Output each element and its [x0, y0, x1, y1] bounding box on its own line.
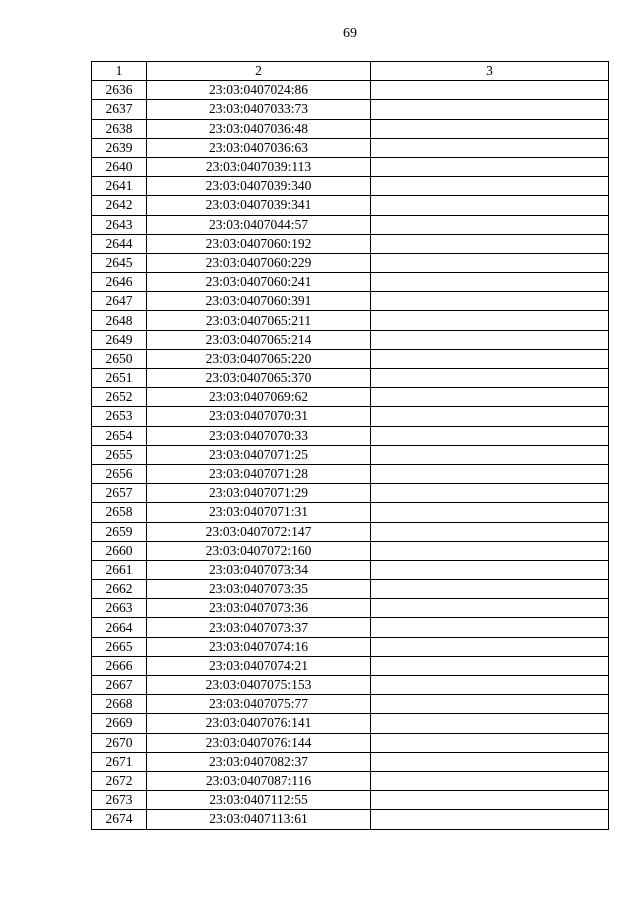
- cadastral-number-cell: 23:03:0407113:61: [147, 810, 371, 829]
- note-cell: [371, 369, 609, 388]
- note-cell: [371, 311, 609, 330]
- cadastral-number-cell: 23:03:0407060:391: [147, 292, 371, 311]
- cadastral-number-cell: 23:03:0407060:192: [147, 234, 371, 253]
- cadastral-number-cell: 23:03:0407065:370: [147, 369, 371, 388]
- cadastral-number-cell: 23:03:0407072:147: [147, 522, 371, 541]
- note-cell: [371, 330, 609, 349]
- cadastral-number-cell: 23:03:0407039:341: [147, 196, 371, 215]
- table-row: [92, 157, 609, 176]
- cadastral-number-cell: 23:03:0407060:229: [147, 253, 371, 272]
- cadastral-number-cell: 23:03:0407069:62: [147, 388, 371, 407]
- row-number-cell: 2651: [92, 369, 147, 388]
- table-row: [92, 369, 609, 388]
- table-row: [92, 445, 609, 464]
- table-row: [92, 676, 609, 695]
- note-cell: [371, 714, 609, 733]
- note-cell: [371, 273, 609, 292]
- cadastral-number-cell: 23:03:0407076:144: [147, 733, 371, 752]
- cadastral-number-cell: 23:03:0407039:113: [147, 157, 371, 176]
- row-number-cell: 2653: [92, 407, 147, 426]
- cadastral-number-cell: 23:03:0407060:241: [147, 273, 371, 292]
- table-row: [92, 138, 609, 157]
- note-cell: [371, 503, 609, 522]
- row-number-cell: 2672: [92, 771, 147, 790]
- cadastral-number-cell: 23:03:0407087:116: [147, 771, 371, 790]
- table-row: [92, 330, 609, 349]
- note-cell: [371, 484, 609, 503]
- cadastral-number-cell: 23:03:0407082:37: [147, 752, 371, 771]
- table-row: [92, 215, 609, 234]
- row-number-cell: 2644: [92, 234, 147, 253]
- note-cell: [371, 752, 609, 771]
- table-row: [92, 81, 609, 100]
- table-row: [92, 656, 609, 675]
- note-cell: [371, 522, 609, 541]
- table-row: [92, 426, 609, 445]
- row-number-cell: 2660: [92, 541, 147, 560]
- row-number-cell: 2650: [92, 349, 147, 368]
- cadastral-number-cell: 23:03:0407074:21: [147, 656, 371, 675]
- cadastral-number-cell: 23:03:0407074:16: [147, 637, 371, 656]
- row-number-cell: 2662: [92, 580, 147, 599]
- table-row: [92, 311, 609, 330]
- cadastral-number-cell: 23:03:0407071:28: [147, 464, 371, 483]
- table-row: [92, 100, 609, 119]
- table-row: [92, 752, 609, 771]
- table-row: [92, 618, 609, 637]
- cadastral-number-cell: 23:03:0407033:73: [147, 100, 371, 119]
- table-row: [92, 292, 609, 311]
- table-row: [92, 714, 609, 733]
- cadastral-number-cell: 23:03:0407076:141: [147, 714, 371, 733]
- cadastral-number-cell: 23:03:0407075:153: [147, 676, 371, 695]
- row-number-cell: 2647: [92, 292, 147, 311]
- row-number-cell: 2645: [92, 253, 147, 272]
- table-row: [92, 637, 609, 656]
- cadastral-number-cell: 23:03:0407024:86: [147, 81, 371, 100]
- row-number-cell: 2666: [92, 656, 147, 675]
- cadastral-number-cell: 23:03:0407065:214: [147, 330, 371, 349]
- note-cell: [371, 138, 609, 157]
- table-row: [92, 119, 609, 138]
- table-row: [92, 407, 609, 426]
- row-number-cell: 2656: [92, 464, 147, 483]
- note-cell: [371, 177, 609, 196]
- note-cell: [371, 388, 609, 407]
- cadastral-number-cell: 23:03:0407065:220: [147, 349, 371, 368]
- table-header-row: [92, 62, 609, 81]
- table-row: [92, 464, 609, 483]
- note-cell: [371, 349, 609, 368]
- table-row: [92, 522, 609, 541]
- row-number-cell: 2663: [92, 599, 147, 618]
- row-number-cell: 2641: [92, 177, 147, 196]
- note-cell: [371, 196, 609, 215]
- cadastral-number-cell: 23:03:0407073:34: [147, 560, 371, 579]
- row-number-cell: 2636: [92, 81, 147, 100]
- note-cell: [371, 157, 609, 176]
- table-row: [92, 253, 609, 272]
- cadastral-number-cell: 23:03:0407075:77: [147, 695, 371, 714]
- table-row: [92, 484, 609, 503]
- note-cell: [371, 407, 609, 426]
- table-row: [92, 791, 609, 810]
- table-row: [92, 177, 609, 196]
- note-cell: [371, 791, 609, 810]
- row-number-cell: 2673: [92, 791, 147, 810]
- table-row: [92, 695, 609, 714]
- cadastral-number-cell: 23:03:0407072:160: [147, 541, 371, 560]
- table-row: [92, 196, 609, 215]
- data-table: [91, 61, 609, 830]
- row-number-cell: 2668: [92, 695, 147, 714]
- cadastral-number-cell: 23:03:0407073:36: [147, 599, 371, 618]
- note-cell: [371, 676, 609, 695]
- note-cell: [371, 445, 609, 464]
- row-number-cell: 2674: [92, 810, 147, 829]
- note-cell: [371, 541, 609, 560]
- note-cell: [371, 253, 609, 272]
- note-cell: [371, 560, 609, 579]
- cadastral-number-cell: 23:03:0407071:29: [147, 484, 371, 503]
- table-row: [92, 388, 609, 407]
- note-cell: [371, 771, 609, 790]
- row-number-cell: 2657: [92, 484, 147, 503]
- table-row: [92, 560, 609, 579]
- row-number-cell: 2648: [92, 311, 147, 330]
- note-cell: [371, 656, 609, 675]
- row-number-cell: 2661: [92, 560, 147, 579]
- cadastral-number-cell: 23:03:0407071:25: [147, 445, 371, 464]
- row-number-cell: 2649: [92, 330, 147, 349]
- cadastral-number-cell: 23:03:0407036:63: [147, 138, 371, 157]
- cadastral-number-cell: 23:03:0407039:340: [147, 177, 371, 196]
- cadastral-number-cell: 23:03:0407071:31: [147, 503, 371, 522]
- row-number-cell: 2671: [92, 752, 147, 771]
- table-row: [92, 599, 609, 618]
- table-row: [92, 810, 609, 829]
- row-number-cell: 2640: [92, 157, 147, 176]
- note-cell: [371, 292, 609, 311]
- row-number-cell: 2658: [92, 503, 147, 522]
- row-number-cell: 2643: [92, 215, 147, 234]
- note-cell: [371, 580, 609, 599]
- column-header-3: 3: [371, 62, 609, 81]
- row-number-cell: 2659: [92, 522, 147, 541]
- table-body: [92, 81, 609, 829]
- cadastral-number-cell: 23:03:0407073:35: [147, 580, 371, 599]
- note-cell: [371, 464, 609, 483]
- row-number-cell: 2642: [92, 196, 147, 215]
- row-number-cell: 2646: [92, 273, 147, 292]
- note-cell: [371, 618, 609, 637]
- cadastral-number-cell: 23:03:0407065:211: [147, 311, 371, 330]
- row-number-cell: 2655: [92, 445, 147, 464]
- note-cell: [371, 599, 609, 618]
- page-number: 69: [343, 26, 357, 41]
- column-header-1: 1: [92, 62, 147, 81]
- column-header-2: 2: [147, 62, 371, 81]
- row-number-cell: 2652: [92, 388, 147, 407]
- table-row: [92, 541, 609, 560]
- note-cell: [371, 215, 609, 234]
- table-row: [92, 234, 609, 253]
- row-number-cell: 2670: [92, 733, 147, 752]
- cadastral-number-cell: 23:03:0407112:55: [147, 791, 371, 810]
- row-number-cell: 2654: [92, 426, 147, 445]
- note-cell: [371, 426, 609, 445]
- note-cell: [371, 810, 609, 829]
- table-row: [92, 733, 609, 752]
- row-number-cell: 2667: [92, 676, 147, 695]
- row-number-cell: 2669: [92, 714, 147, 733]
- note-cell: [371, 81, 609, 100]
- cadastral-number-cell: 23:03:0407036:48: [147, 119, 371, 138]
- note-cell: [371, 119, 609, 138]
- note-cell: [371, 637, 609, 656]
- note-cell: [371, 695, 609, 714]
- cadastral-number-cell: 23:03:0407070:31: [147, 407, 371, 426]
- cadastral-number-cell: 23:03:0407070:33: [147, 426, 371, 445]
- note-cell: [371, 234, 609, 253]
- table-row: [92, 273, 609, 292]
- cadastral-number-cell: 23:03:0407044:57: [147, 215, 371, 234]
- row-number-cell: 2638: [92, 119, 147, 138]
- table-row: [92, 580, 609, 599]
- table-row: [92, 503, 609, 522]
- table-row: [92, 771, 609, 790]
- note-cell: [371, 733, 609, 752]
- note-cell: [371, 100, 609, 119]
- cadastral-number-cell: 23:03:0407073:37: [147, 618, 371, 637]
- row-number-cell: 2664: [92, 618, 147, 637]
- row-number-cell: 2639: [92, 138, 147, 157]
- row-number-cell: 2665: [92, 637, 147, 656]
- table-row: [92, 349, 609, 368]
- row-number-cell: 2637: [92, 100, 147, 119]
